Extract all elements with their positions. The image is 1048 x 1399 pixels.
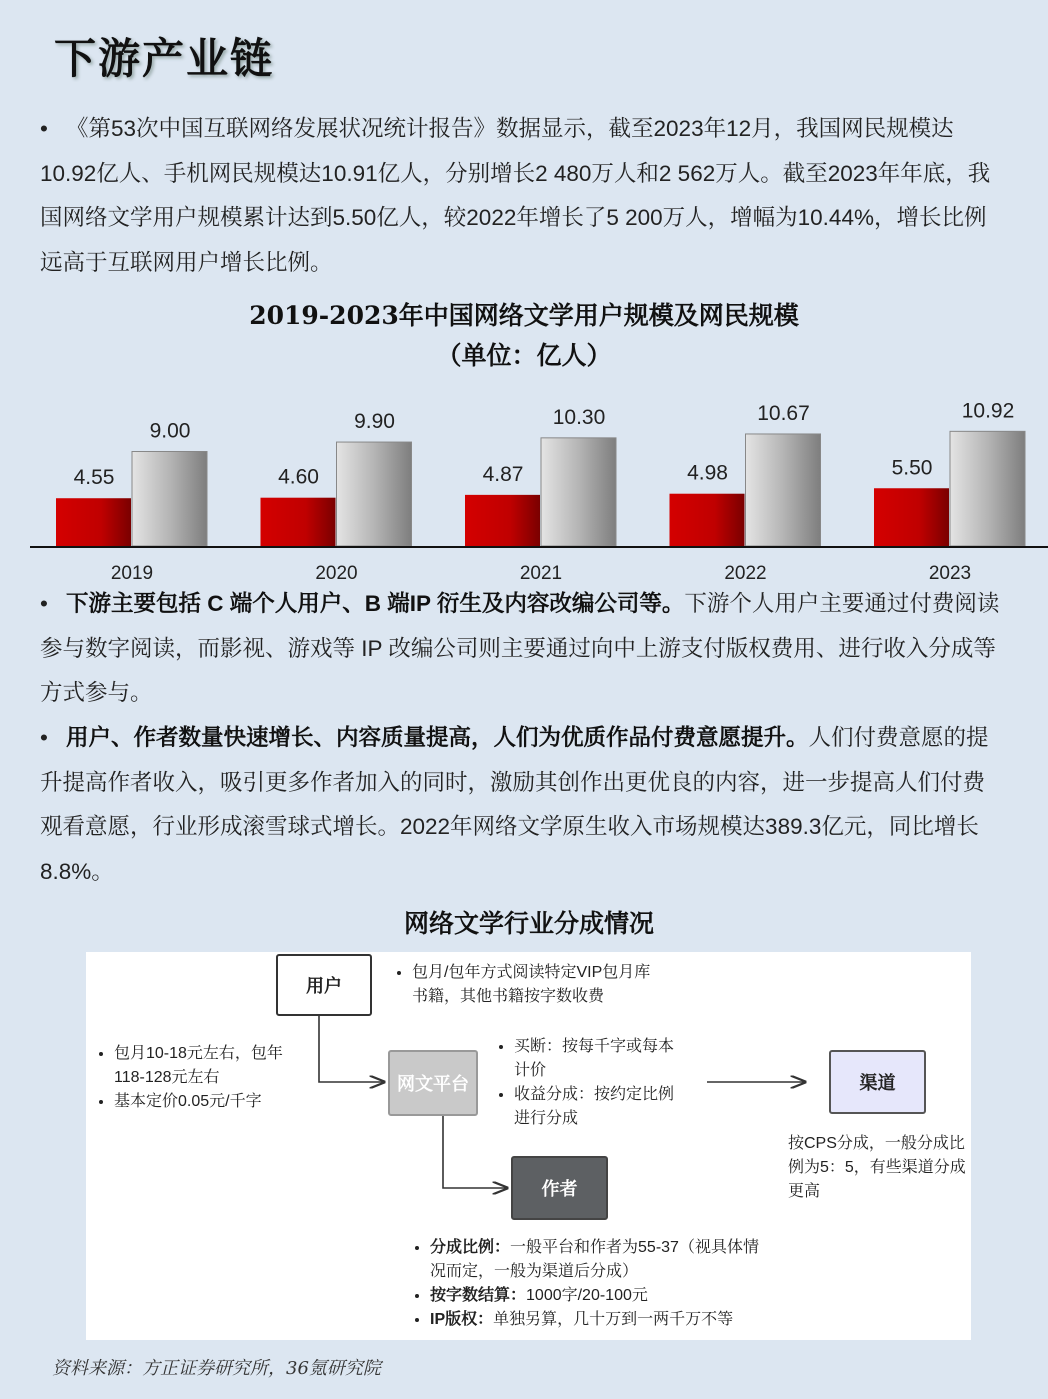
note-bold: 按字数结算：	[430, 1287, 527, 1304]
note-text: 1000字/20-100元	[526, 1287, 648, 1304]
bar-value-label: 4.87	[482, 462, 524, 486]
bar-netlit-users	[56, 498, 131, 546]
note-item	[430, 1308, 762, 1332]
paragraph-internet-stats	[40, 107, 1000, 285]
note-item: • 基本定价0.05元/千字	[114, 1090, 296, 1114]
x-tick-label: 2020	[315, 563, 358, 584]
paragraph-text: 《第53次中国互联网络发展状况统计报告》数据显示，截至2023年12月，我国网民规模达10.92亿人、手机网民规模达10.91亿人，分别增长2 480万人和2 562万人。截至2023年年底，我国网络文学用户规模累计达到5.50亿人，较2022年增长了5 200万人，增幅为10.44%，增长比例远高于互联网用户增长比例。	[40, 116, 991, 275]
note-bold: 分成比例：	[430, 1239, 511, 1256]
bullet: •	[40, 725, 48, 750]
bar-netlit-users	[874, 488, 949, 546]
bar-internet-users	[950, 431, 1025, 546]
bar-netlit-users	[465, 495, 540, 546]
bullet: •	[40, 116, 48, 141]
bar-value-label: 10.30	[552, 405, 606, 429]
note-bold: IP版权：	[430, 1311, 494, 1328]
paragraph-growth	[40, 716, 1000, 894]
bar-chart	[0, 380, 1048, 590]
bar-value-label: 9.00	[149, 419, 191, 443]
paragraph-downstream	[40, 582, 1000, 716]
paragraph-text: 下游个人用户主要通过付费阅读参与数字阅读，而影视、游戏等 IP 改编公司则主要通过向中上游支付版权费用、进行收入分成等方式参与。	[40, 591, 1000, 705]
bar-netlit-users	[670, 494, 745, 546]
diagram-title: 网络文学行业分成情况	[403, 909, 654, 938]
bar-value-label: 10.92	[961, 399, 1015, 423]
note-item: • 买断：按每千字或每本计价	[514, 1035, 676, 1083]
price-note	[96, 1042, 296, 1114]
node-platform: 网文平台	[388, 1050, 478, 1116]
bar-internet-users	[541, 438, 616, 546]
x-tick-label: 2019	[110, 563, 154, 584]
bar-netlit-users	[261, 498, 336, 546]
bar-value-label: 5.50	[891, 456, 933, 480]
node-author: 作者	[511, 1156, 608, 1220]
note-item: • 包月/包年方式阅读特定VIP包月库书籍，其他书籍按字数收费	[412, 961, 664, 1009]
paragraph-bold: 下游主要包括 C 端个人用户、B 端IP 衍生及内容改编公司等。	[66, 591, 685, 616]
bar-internet-users	[337, 442, 412, 546]
author-note	[412, 1236, 762, 1332]
bar-internet-users	[132, 452, 207, 547]
bar-internet-users	[746, 434, 821, 546]
bar-value-label: 4.60	[278, 465, 319, 489]
user-note	[394, 961, 664, 1009]
x-tick-label: 2022	[724, 563, 767, 584]
paragraph-text: 人们付费意愿的提升提高作者收入，吸引更多作者加入的同时，激励其创作出更优良的内容，进一步提高人们付费观看意愿，行业形成滚雪球式增长。2022年网络文学原生收入市场规模达389.3亿元，同比增长8.8%。	[40, 725, 989, 884]
note-item: • 收益分成：按约定比例进行分成	[514, 1083, 676, 1131]
bar-value-label: 9.90	[354, 410, 395, 434]
note-text: 单独另算，几十万到一两千万不等	[493, 1311, 734, 1328]
chart-subtitle: （单位：亿人）	[436, 341, 612, 370]
x-tick-label: 2021	[519, 563, 563, 584]
bullet: •	[40, 591, 48, 616]
channel-note: 按CPS分成，一般分成比例为5：5，有些渠道分成更高	[788, 1135, 966, 1200]
note-text: 一般平台和作者为55-37（视具体情况而定，一般为渠道后分成）	[430, 1239, 759, 1280]
page-title: 下游产业链	[54, 34, 275, 83]
node-channel: 渠道	[829, 1050, 926, 1114]
platform-note	[496, 1035, 676, 1131]
revenue-share-diagram	[86, 952, 971, 1340]
bar-value-label: 4.55	[73, 466, 115, 490]
chart-title: 2019-2023年中国网络文学用户规模及网民规模	[249, 301, 799, 330]
bar-value-label: 10.67	[757, 401, 810, 425]
bar-value-label: 4.98	[687, 461, 728, 485]
arrow-user-to-platform	[319, 1016, 384, 1082]
node-user: 用户	[276, 954, 372, 1016]
note-item	[430, 1284, 762, 1308]
note-item: • 包月10-18元左右，包年118-128元左右	[114, 1042, 296, 1090]
note-item	[430, 1236, 762, 1284]
paragraph-bold: 用户、作者数量快速增长、内容质量提高，人们为优质作品付费意愿提升。	[66, 725, 809, 750]
source-note: 资料来源：方正证券研究所，36氪研究院	[52, 1358, 381, 1379]
x-tick-label: 2023	[928, 563, 972, 584]
